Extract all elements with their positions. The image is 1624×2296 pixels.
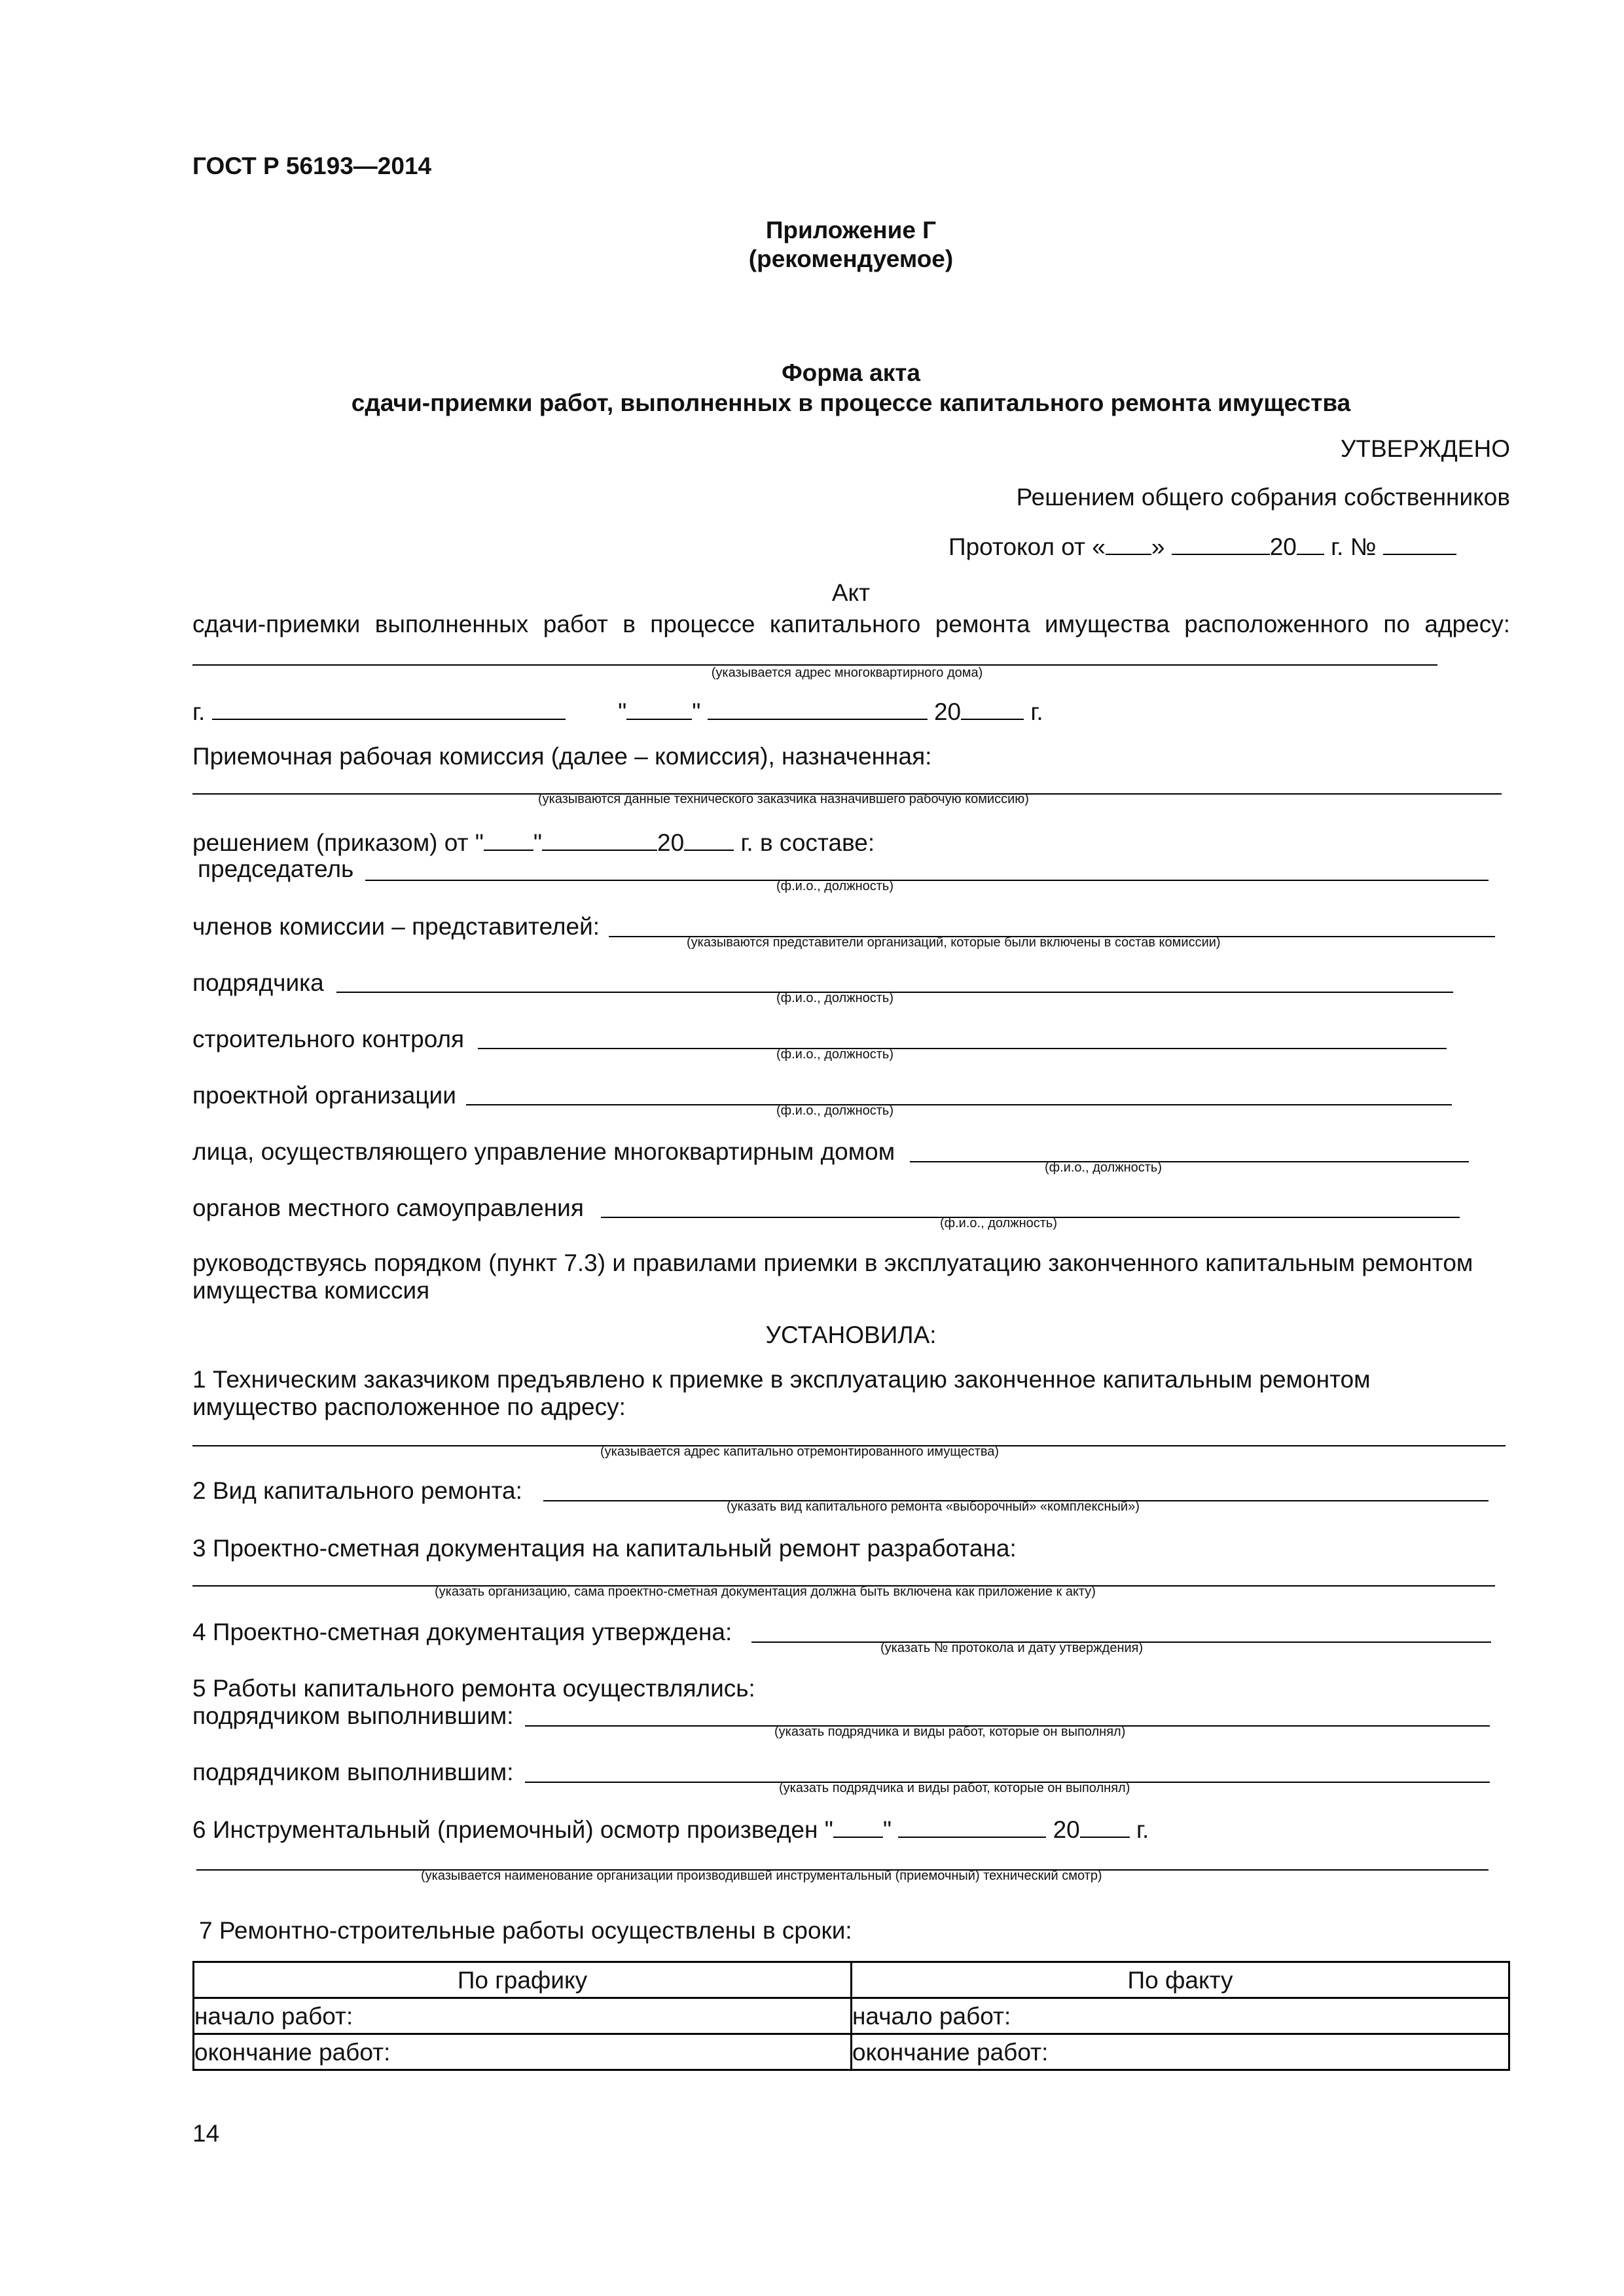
p7-label: 7 Ремонтно-строительные работы осуществлены в сроки: (199, 1917, 852, 1944)
protocol-number-prefix: г. № (1331, 533, 1377, 560)
date-day-field[interactable] (626, 696, 692, 720)
p2-label: 2 Вид капитального ремонта: (192, 1477, 522, 1504)
decision-prefix: решением (приказом) от " (192, 829, 484, 856)
design-org-label: проектной организации (192, 1082, 456, 1109)
address-hint: (указывается адрес многоквартирного дома) (711, 666, 983, 680)
protocol-prefix: Протокол от « (948, 533, 1106, 560)
p1-line1: 1 Техническим заказчиком предъявлено к приемке в эксплуатацию законченное капитальным ремонтом (192, 1366, 1371, 1393)
design-org-field[interactable] (466, 1104, 1452, 1105)
p3-hint: (указать организацию, сама проектно-сметная документация должна быть включена как приложение к акту) (435, 1585, 1096, 1599)
p6-prefix: 6 Инструментальный (приемочный) осмотр произведен " (192, 1816, 833, 1843)
decision-suffix: г. в составе: (740, 829, 875, 856)
date-year-prefix: 20 (933, 698, 962, 725)
p5-contractor2-hint: (указать подрядчика и виды работ, которые он выполнял) (779, 1781, 1130, 1795)
city-date-line (192, 696, 1043, 726)
appendix-title: Приложение Г (765, 217, 937, 243)
p6-year-field[interactable] (1080, 1814, 1130, 1838)
p4-label: 4 Проектно-сметная документация утверждена: (192, 1619, 732, 1645)
city-prefix: г. (192, 698, 206, 725)
guided-line1: руководствуясь порядком (пункт 7.3) и правилами приемки в эксплуатацию законченного капитальным ремонтом (192, 1249, 1473, 1276)
local-gov-label: органов местного самоуправления (192, 1194, 584, 1221)
protocol-number-field[interactable] (1383, 531, 1456, 555)
contractor-field[interactable] (336, 992, 1453, 993)
decision-year-field[interactable] (684, 827, 734, 851)
p6-close-quote: " (882, 1816, 892, 1843)
act-subtitle: сдачи-приемки выполненных работ в процессе капитального ремонта имущества расположенного по адресу: (192, 611, 1510, 637)
city-field[interactable] (212, 696, 566, 720)
contractor-hint: (ф.и.о., должность) (776, 991, 894, 1005)
customer-hint: (указываются данные технического заказчика назначившего рабочую комиссию) (538, 792, 1029, 806)
p5-label: 5 Работы капитального ремонта осуществлялись: (192, 1675, 755, 1702)
commission-intro: Приемочная рабочая комиссия (далее – комиссия), назначенная: (192, 743, 932, 770)
table-header-row (194, 1962, 1509, 1998)
approved-label: УТВЕРЖДЕНО (1340, 435, 1510, 462)
planned-end-cell[interactable]: окончание работ: (194, 2034, 852, 2070)
p1-line2: имущество расположенное по адресу: (192, 1393, 626, 1420)
protocol-month-field[interactable] (1172, 531, 1270, 555)
design-org-hint: (ф.и.о., должность) (776, 1103, 894, 1118)
p5-contractor2-label: подрядчиком выполнившим: (192, 1759, 514, 1785)
decision-line (192, 827, 875, 857)
construction-control-field[interactable] (478, 1048, 1447, 1049)
construction-control-label: строительного контроля (192, 1026, 465, 1052)
protocol-mid: » (1151, 533, 1165, 560)
p6-line (192, 1814, 1149, 1844)
approved-by: Решением общего собрания собственников (1016, 484, 1510, 511)
table-row (194, 2034, 1509, 2070)
date-open-quote: " (618, 698, 627, 725)
members-hint: (указываются представители организаций, которые были включены в состав комиссии) (687, 935, 1221, 950)
form-title-line2: сдачи-приемки работ, выполненных в процессе капитального ремонта имущества (351, 389, 1351, 416)
decision-day-field[interactable] (484, 827, 533, 851)
established-heading: УСТАНОВИЛА: (765, 1321, 937, 1348)
appendix-status: (рекомендуемое) (748, 245, 954, 272)
p2-hint: (указать вид капитального ремонта «выборочный» «комплексный») (727, 1499, 1140, 1514)
p6-month-field[interactable] (898, 1814, 1046, 1838)
actual-start-cell[interactable]: начало работ: (852, 1998, 1509, 2034)
table-row (194, 1998, 1509, 2034)
p4-hint: (указать № протокола и дату утверждения) (880, 1641, 1144, 1655)
local-gov-hint: (ф.и.о., должность) (940, 1216, 1058, 1230)
form-title-line1: Форма акта (782, 359, 920, 386)
schedule-table (192, 1961, 1510, 2071)
page-number: 14 (192, 2120, 220, 2147)
guided-line2: имущества комиссия (192, 1277, 430, 1304)
contractor-label: подрядчика (192, 969, 324, 996)
decision-close-quote: " (533, 829, 543, 856)
actual-end-cell[interactable]: окончание работ: (852, 2034, 1509, 2070)
chairman-hint: (ф.и.о., должность) (776, 879, 894, 893)
p6-suffix: г. (1136, 1816, 1149, 1843)
construction-control-hint: (ф.и.о., должность) (776, 1047, 894, 1062)
standard-number: ГОСТ Р 56193—2014 (192, 152, 432, 179)
protocol-day-field[interactable] (1106, 531, 1151, 555)
chairman-label: председатель (198, 855, 354, 882)
members-label: членов комиссии – представителей: (192, 913, 600, 940)
date-year-field[interactable] (961, 696, 1024, 720)
date-suffix: г. (1030, 698, 1043, 725)
protocol-year-prefix: 20 (1269, 533, 1297, 560)
protocol-line (948, 531, 1456, 562)
chairman-field[interactable] (365, 880, 1489, 881)
date-month-field[interactable] (708, 696, 928, 720)
p1-hint: (указывается адрес капитально отремонтированного имущества) (600, 1444, 1000, 1459)
decision-month-field[interactable] (542, 827, 657, 851)
p6-year-prefix: 20 (1053, 1816, 1080, 1843)
p5-contractor1-hint: (указать подрядчика и виды работ, которые он выполнял) (774, 1725, 1126, 1739)
date-close-quote: " (692, 698, 701, 725)
p3-label: 3 Проектно-сметная документация на капитальный ремонт разработана: (192, 1535, 1017, 1562)
management-hint: (ф.и.о., должность) (1045, 1160, 1163, 1175)
management-field[interactable] (910, 1161, 1469, 1162)
header-planned: По графику (194, 1962, 852, 1998)
planned-start-cell[interactable]: начало работ: (194, 1998, 852, 2034)
p6-hint: (указывается наименование организации производившей инструментальный (приемочный) технический смотр) (421, 1869, 1102, 1883)
protocol-year-field[interactable] (1297, 531, 1324, 555)
p5-contractor1-label: подрядчиком выполнившим: (192, 1702, 514, 1729)
act-title: Акт (831, 579, 871, 606)
management-label: лица, осуществляющего управление многоквартирным домом (192, 1138, 895, 1165)
header-actual: По факту (852, 1962, 1509, 1998)
decision-year-prefix: 20 (657, 829, 685, 856)
p6-day-field[interactable] (833, 1814, 883, 1838)
